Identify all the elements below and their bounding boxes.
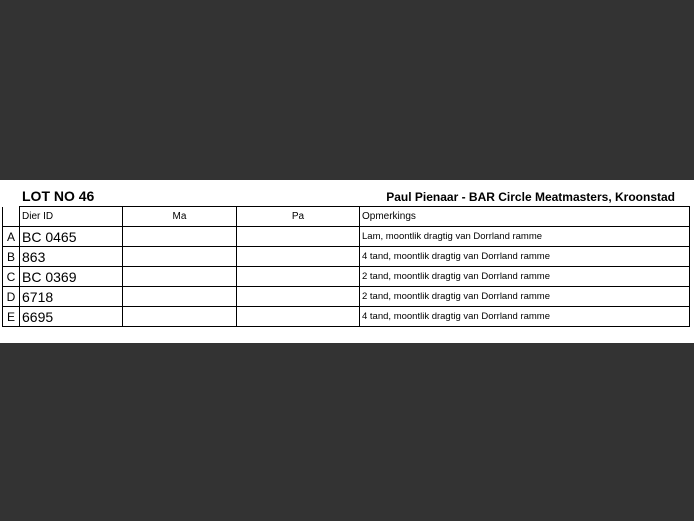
- seller-name: Paul Pienaar - BAR Circle Meatmasters, Kroonstad: [386, 190, 675, 204]
- ma-cell: [123, 267, 237, 287]
- lot-table: [2, 206, 690, 327]
- pa-cell: [237, 267, 360, 287]
- opmerkings-cell: 4 tand, moontlik dragtig van Dorrland ramme: [360, 307, 690, 327]
- ma-cell: [123, 247, 237, 267]
- opmerkings-cell: 2 tand, moontlik dragtig van Dorrland ramme: [360, 267, 690, 287]
- opmerkings-cell: 4 tand, moontlik dragtig van Dorrland ramme: [360, 247, 690, 267]
- table-row: [3, 267, 690, 287]
- opmerkings-cell: 2 tand, moontlik dragtig van Dorrland ramme: [360, 287, 690, 307]
- header-letter-cell: [3, 207, 20, 227]
- ma-cell: [123, 287, 237, 307]
- dier-id-cell: 863: [20, 247, 123, 267]
- row-letter: C: [3, 267, 20, 287]
- lot-title: LOT NO 46: [22, 188, 95, 204]
- dier-id-cell: BC 0369: [20, 267, 123, 287]
- ma-cell: [123, 307, 237, 327]
- header-pa: Pa: [237, 207, 360, 227]
- pa-cell: [237, 287, 360, 307]
- ma-cell: [123, 227, 237, 247]
- dier-id-cell: 6718: [20, 287, 123, 307]
- pa-cell: [237, 227, 360, 247]
- table-row: [3, 307, 690, 327]
- dier-id-cell: 6695: [20, 307, 123, 327]
- table-row: [3, 247, 690, 267]
- header-opmerkings: Opmerkings: [360, 207, 690, 227]
- row-letter: E: [3, 307, 20, 327]
- header-ma: Ma: [123, 207, 237, 227]
- dier-id-cell: BC 0465: [20, 227, 123, 247]
- row-letter: A: [3, 227, 20, 247]
- opmerkings-cell: Lam, moontlik dragtig van Dorrland ramme: [360, 227, 690, 247]
- header-dier-id: Dier ID: [20, 207, 123, 227]
- table-header-row: [3, 207, 690, 227]
- table-row: [3, 287, 690, 307]
- row-letter: B: [3, 247, 20, 267]
- pa-cell: [237, 307, 360, 327]
- row-letter: D: [3, 287, 20, 307]
- lot-sheet: [0, 180, 694, 343]
- table-row: [3, 227, 690, 247]
- pa-cell: [237, 247, 360, 267]
